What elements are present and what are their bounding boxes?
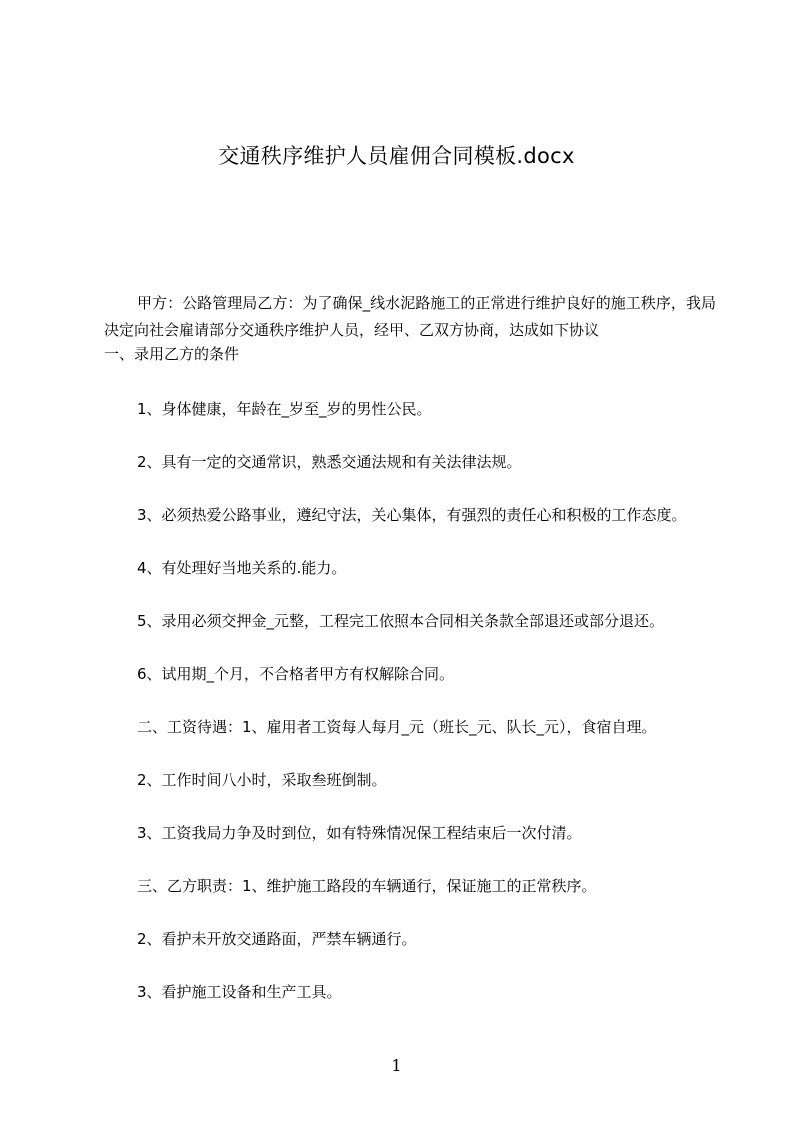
list-item: 5、录用必须交押金_元整，工程完工依照本合同相关条款全部退还或部分退还。 [137,612,665,630]
list-item: 3、看护施工设备和生产工具。 [137,983,342,1001]
section-heading-requirements: 一、录用乙方的条件 [104,345,240,363]
section-heading-duties: 三、乙方职责：1、维护施工路段的车辆通行，保证施工的正常秩序。 [137,877,597,895]
list-item: 3、工资我局力争及时到位，如有特殊情况保工程结束后一次付清。 [137,824,582,842]
list-item: 4、有处理好当地关系的.能力。 [137,559,347,577]
list-item: 2、看护未开放交通路面，严禁车辆通行。 [137,930,417,948]
list-item: 6、试用期_个月，不合格者甲方有权解除合同。 [137,665,455,683]
intro-paragraph: 甲方：公路管理局乙方：为了确保_线水泥路施工的正常进行维护良好的施工秩序，我局决定向社会雇请部分交通秩序维护人员，经甲、乙双方协商，达成如下协议 [104,294,716,339]
list-item: 1、身体健康，年龄在_岁至_岁的男性公民。 [137,400,432,418]
page-number: 1 [391,1056,402,1075]
list-item: 2、工作时间八小时，采取叁班倒制。 [137,771,387,789]
section-heading-wages: 二、工资待遇：1、雇用者工资每人每月_元（班长_元、队长_元），食宿自理。 [137,718,657,736]
list-item: 3、必须热爱公路事业，遵纪守法，关心集体，有强烈的责任心和积极的工作态度。 [137,506,687,524]
list-item: 2、具有一定的交通常识，熟悉交通法规和有关法律法规。 [137,453,522,471]
document-title: 交通秩序维护人员雇佣合同模板.docx [218,144,575,168]
